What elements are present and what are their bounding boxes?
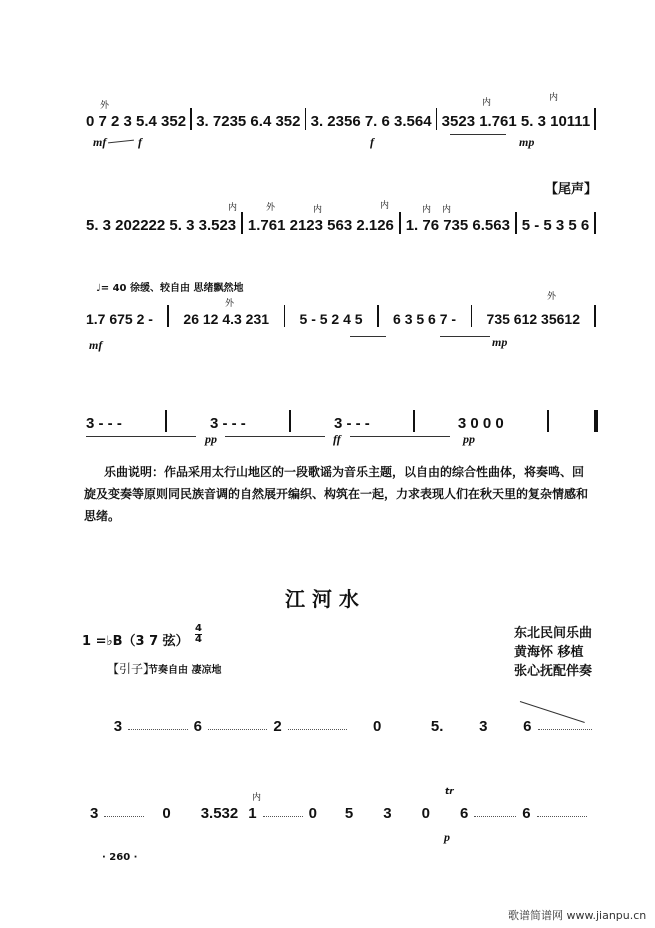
- section-directions: 节奏自由 凄凉地: [148, 665, 222, 676]
- note: 0: [373, 718, 382, 735]
- measure: 1. 76 735 6.563: [405, 217, 510, 234]
- note: 6: [459, 805, 469, 822]
- score-row-1: [86, 108, 598, 130]
- dynamic-mark: mf: [93, 135, 107, 149]
- fingering-mark: 外: [266, 203, 276, 213]
- score2-row-2: [86, 805, 598, 822]
- measure: 26 12 4.3 231: [183, 311, 270, 327]
- dynamic-mark: pp: [463, 432, 475, 446]
- measure: 3 0 0 0: [457, 415, 504, 432]
- note: 6: [522, 805, 531, 822]
- measure: 3. 2356 7. 6 3.564: [310, 113, 432, 130]
- dynamic-mark: mf: [89, 338, 103, 352]
- note: 3.532: [200, 805, 239, 822]
- score-row-2: [86, 212, 598, 234]
- note: 5.: [430, 718, 444, 735]
- note: 0: [308, 805, 317, 822]
- measure: 5. 3 202222 5. 3 3.523: [86, 217, 237, 234]
- tempo-marking: ♩= 40 徐缓、较自由 思绪飘然地: [96, 283, 244, 294]
- time-sig-bottom: 4: [195, 634, 202, 645]
- watermark: 歌谱简谱网 www.jianpu.cn: [508, 909, 647, 922]
- page-number: · 260 ·: [102, 852, 138, 863]
- trill-mark: tr: [445, 787, 454, 797]
- note: 0: [421, 805, 430, 822]
- note: 6: [523, 718, 532, 735]
- description-label: 乐曲说明：: [104, 465, 165, 479]
- dynamic-mark: mp: [492, 335, 508, 349]
- measure: 3 - - -: [333, 415, 370, 432]
- measure: 3523 1.761 5. 3 10111: [441, 113, 591, 130]
- fingering-mark: 内: [442, 205, 452, 215]
- note: 3: [383, 805, 392, 822]
- key-signature: 1 =♭B（3 7 弦）: [82, 634, 189, 649]
- fingering-mark: 内: [422, 205, 432, 215]
- piece-title: 江 河 水: [285, 587, 359, 611]
- time-sig-top: 4: [195, 623, 202, 634]
- score2-row-1: [86, 718, 598, 735]
- dynamic-mark: f: [370, 135, 374, 149]
- credit-arranger: 黄海怀 移植: [514, 645, 584, 660]
- note: 6: [193, 718, 202, 735]
- measure: 5 - 5 2 4 5: [299, 311, 363, 327]
- note: 3: [113, 718, 123, 735]
- measure: 1.761 2123 563 2.126: [247, 217, 394, 234]
- time-signature: [195, 624, 202, 645]
- note: 0: [162, 805, 171, 822]
- note: 5: [344, 805, 354, 822]
- fingering-mark: 内: [252, 793, 262, 803]
- description-text: 作品采用太行山地区的一段歌谣为音乐主题，以自由的综合性曲体，将奏鸣、回旋及变奏等原则同民族音调的自然展开编织、构筑在一起，力求表现人们在秋天里的复杂情感和思绪。: [84, 465, 589, 523]
- credits: [514, 624, 592, 681]
- dynamic-mark: f: [138, 135, 142, 149]
- measure: 3. 7235 6.4 352: [196, 113, 301, 130]
- measure: 735 612 35612: [486, 311, 580, 327]
- note: 3: [90, 805, 99, 822]
- fingering-mark: 外: [547, 292, 557, 302]
- note: 2: [273, 718, 282, 735]
- fingering-mark: 内: [380, 201, 390, 211]
- fingering-mark: 内: [482, 98, 492, 108]
- credit-origin: 东北民间乐曲: [514, 626, 593, 641]
- measure: 3 - - -: [86, 415, 122, 432]
- score-row-3: [86, 305, 598, 327]
- measure: 5 - 5 3 5 6: [521, 217, 590, 234]
- section-label: 【引子】: [107, 662, 156, 676]
- dynamic-mark: mp: [519, 135, 535, 149]
- measure: 3 - - -: [209, 415, 246, 432]
- fingering-mark: 内: [228, 203, 238, 213]
- score-row-4: [86, 410, 598, 432]
- fingering-mark: 内: [313, 205, 323, 215]
- fingering-mark: 内: [549, 93, 559, 103]
- credit-accompaniment: 张心抚配伴奏: [514, 664, 593, 679]
- fingering-mark: 外: [100, 101, 110, 111]
- measure: 6 3 5 6 7 -: [393, 311, 457, 327]
- fingering-mark: 外: [225, 299, 235, 309]
- measure: 0 7 2 3 5.4 352: [86, 113, 187, 130]
- measure: 1.7 675 2 -: [86, 311, 153, 327]
- dynamic-mark: pp: [205, 432, 217, 446]
- dynamic-mark: ff: [333, 432, 341, 446]
- note: 1: [248, 805, 257, 822]
- note: 3: [479, 718, 488, 735]
- dynamic-mark: p: [444, 830, 450, 844]
- piece-description: [84, 461, 596, 527]
- coda-label: 【尾声】: [545, 182, 598, 197]
